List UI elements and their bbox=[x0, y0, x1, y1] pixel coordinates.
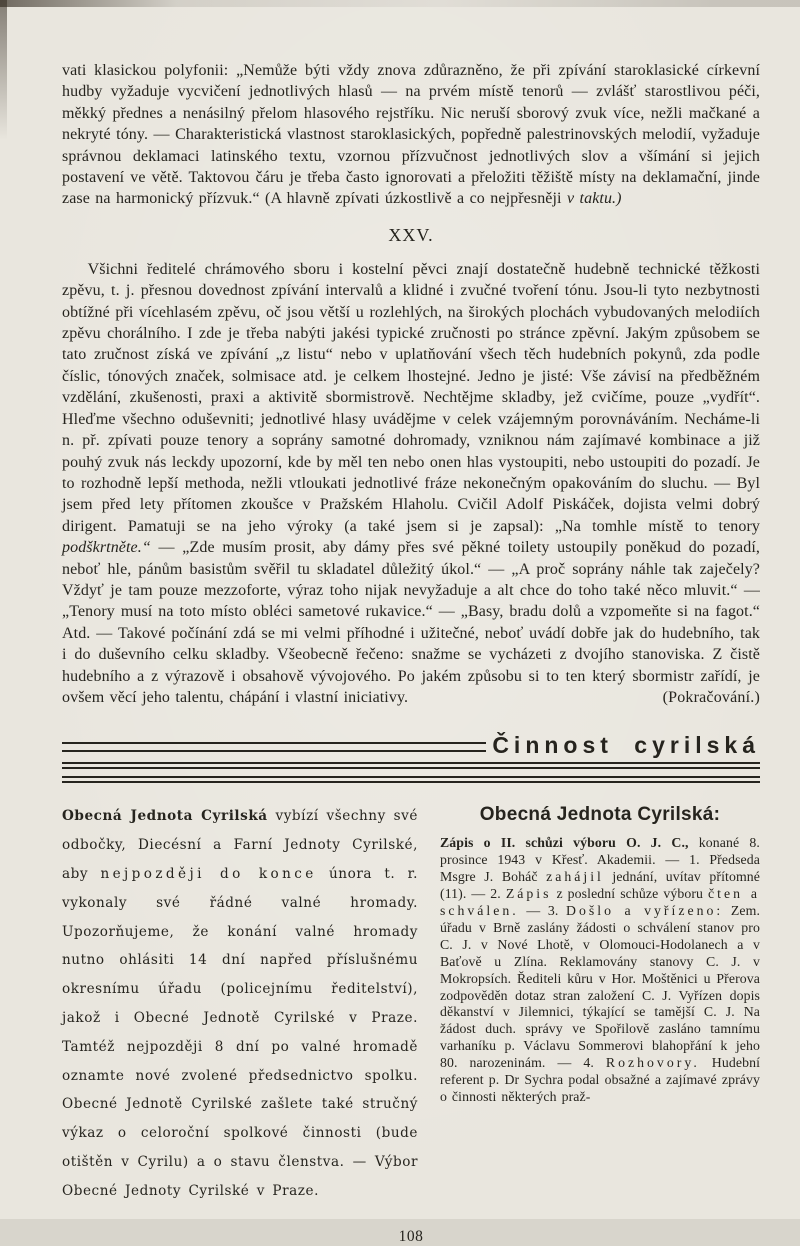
right-column bbox=[440, 802, 760, 1205]
text-segment-spaced: zahájil bbox=[546, 869, 604, 885]
section-heading-xxv: XXV. bbox=[388, 224, 434, 245]
banner-rule-left bbox=[62, 736, 486, 758]
section-paragraph bbox=[62, 259, 760, 709]
scan-edge-top bbox=[0, 0, 800, 7]
text-segment-normal: — „Zde musím prosit, aby dámy přes své pěkné toilety ustoupily poněkud do pozadí, neboť hle, pánům basistům svěřil tu skladatel důležitý úkol.“ — „A proč soprány náhle tak zaječely? Vždyť je tam pouze mezzoforte, výraz toho nijak nevyžaduje a alt chce do toho také něco mluvit.“ — „Tenory musí na toto místo obléci sametové rukavice.“ — „Basy, bradu dolů a vzpomeňte si na fagot.“ Atd. — Takové počínání zdá se mi velmi příhodné i užitečné, neboť uvádí dobře jak do hudebního, tak i do duševního celku skladby. Všeobecně řečeno: snažme se vycházeti z dvojího stanoviska. Z čistě hudebního a z výrazově i obsahově vývojového. Po jakém způsobu si to ten který sbormistr zařídí, je ovšem věcí jeho talentu, chápání i vlastní iniciativy. bbox=[62, 539, 760, 706]
banner-rule-full-1 bbox=[62, 762, 760, 769]
cyrilska-banner bbox=[62, 734, 760, 783]
scan-edge-left bbox=[0, 0, 7, 140]
intro-paragraph bbox=[62, 60, 760, 210]
text-segment-bold: Obecná Jednota Cyrilská bbox=[62, 808, 268, 825]
cyrilska-banner-top bbox=[62, 734, 760, 759]
left-column bbox=[62, 802, 418, 1205]
text-segment-normal: vybízí všechny své odbočky, Diecésní a Farní Jednoty Cyrilské, aby bbox=[62, 808, 418, 882]
text-segment-normal: února t. r. vykonaly své řádné valné hromady. Upozorňujeme, že konání valné hromady nutno ohlásiti 14 dní napřed příslušnému okresnímu úřadu (policejnímu ředitelství), jakož i Obecné Jednotě Cyrilské v Praze. Tamtéž nejpozději 8 dní po valné hromadě oznamte nové zvolené předsednictvo spolku. Obecné Jednotě Cyrilské zašlete také stručný výkaz o celoroční spolkové činnosti (bude otištěn v Cyrilu) a o stavu členstva. — Výbor Obecné Jednoty Cyrilské v Praze. bbox=[62, 865, 418, 1199]
text-segment-normal: Všichni ředitelé chrámového sboru i kostelní pěvci znají dostatečně hudebně technické těžkosti zpěvu, t. j. přesnou dovednost zpívání intervalů a klidné i zvučné tvoření tónu. Jsou-li tyto nezbytnosti obtížné při vícehlasém zpěvu, oč jsou větší u rozlehlých, na širokých plochách vybudovaných melodiích zpěvu chorálního. I zde je třeba nabýti jakési typické zručnosti po stránce zpěvní. Jakým způsobem se tato zručnost získá ve zpívání „z listu“ nebo v uplatňování všech těch hudebních pokynů, zda podle číslic, tónových značek, solmisace atd. je celkem lhostejné. Jedno je jisté: Vše závisí na předběžném vzdělání, zkušenosti, praxi a aktivitě sbormistrově. Nechtějme skladby, jež cvičíme, pouze „vydřít“. Hleďme všechno oduševniti; jednotlivé hlasy uvádějme v celek vzájemným porovnáváním. Necháme-li n. př. zpívati pouze tenory a soprány samotné dohromady, vzniknou nám zajímavé kombinace a již pouhý zvuk nás leckdy upozorní, kde by měl ten nebo onen hlas vystoupiti, nebo ustoupiti do pozadí. Je to rozhodně lepší methoda, nežli vtloukati jednotlivé fráze nekonečným opakováním do sluchu. — Byl jsem před lety přítomen zkoušce v Pražském Hlaholu. Cvičil Adolf Piskáček, dojista velmi dobrý dirigent. Pamatuji se na jeho výroky (a také jsem si je zapsal): „Na tomhle místě to tenory bbox=[62, 260, 760, 535]
text-segment-normal: vati klasickou polyfonii: „Nemůže býti vždy znova zdůrazněno, že při zpívání staroklasické církevní hudby vyžaduje vycvičení jednotlivých hlasů — na prvém místě tenorů — zvlášť starostlivou péči, měkký přednes a nenásilný přelom hlasového rejstříku. Nic neruší sborový zvuk více, nežli mačkané a nekryté tóny. — Charakteristická vlastnost staroklasických, popředně palestrinovských melodií, vyžaduje správnou deklamaci latinského textu, vzornou přízvučnost jednotlivých slov a všímání si jejich postavení ve větě. Taktovou čáru je třeba často ignorovati a přeložiti těžiště místy na deklamační, jinde zase na harmonický přízvuk.“ (A hlavně zpívati úzkostlivě a co nejpřesněji bbox=[62, 62, 760, 208]
text-segment-italic: v taktu.) bbox=[566, 190, 622, 208]
text-segment-continuation: (Pokračování.) bbox=[662, 688, 760, 706]
text-segment-bold: Zápis o II. schůzi výboru O. J. C., bbox=[440, 835, 689, 851]
right-column-heading: Obecná Jednota Cyrilská: bbox=[479, 804, 721, 826]
text-segment-normal: konané 8. prosince 1943 v Křesť. Akademii. — 1. Předseda Msgre J. Boháč bbox=[440, 835, 760, 885]
text-segment-spaced: Rozhovory. bbox=[605, 1055, 700, 1071]
rule-line bbox=[62, 750, 486, 752]
right-column-paragraph bbox=[440, 835, 760, 1106]
text-segment-normal: Zem. úřadu v Brně zaslány žádosti o schválení stanov pro C. J. v Nové Lhotě, v Olomouci-Hodolanech a v Baťově u Zlína. Reklamovány stanovy C. J. v Mokropsích. Řediteli kůru v Hor. Moštěnici u Přerova zodpověděn dotaz stran založení C. J. Vyřízen dopis děkanství v Jilemnici, týkající se tamější C. J. Na žádost duch. správy ve Spořilově zasláno tamnímu varhaníku p. Václavu Sommerovi blahopřání k jeho 80. narozeninám. — 4. bbox=[440, 903, 760, 1071]
text-segment-spaced: čten a schválen. bbox=[440, 886, 761, 918]
text-segment-italic: podškrtněte.“ bbox=[62, 539, 151, 557]
two-column-section bbox=[62, 802, 760, 1205]
text-segment-spaced: Došlo a vyřízeno: bbox=[566, 903, 724, 918]
text-segment-normal: z poslední schůze výboru bbox=[551, 886, 709, 902]
rule-line bbox=[62, 742, 486, 744]
left-column-paragraph bbox=[62, 802, 418, 1205]
banner-title: Činnost cyrilská bbox=[492, 732, 760, 759]
text-segment-normal: jednání, uvítav přítomné (11). — 2. bbox=[440, 869, 760, 902]
text-segment-spaced: nejpozději do konce bbox=[100, 865, 317, 882]
page-number: 108 bbox=[398, 1227, 424, 1245]
text-segment-spaced: Zápis bbox=[505, 886, 552, 902]
text-segment-normal: — 3. bbox=[518, 903, 567, 918]
text-segment-normal: Hudební referent p. Dr Sychra podal obsažné a zajímavé zprávy o činnosti některých praž- bbox=[440, 1055, 760, 1104]
banner-rule-full-2 bbox=[62, 776, 760, 783]
